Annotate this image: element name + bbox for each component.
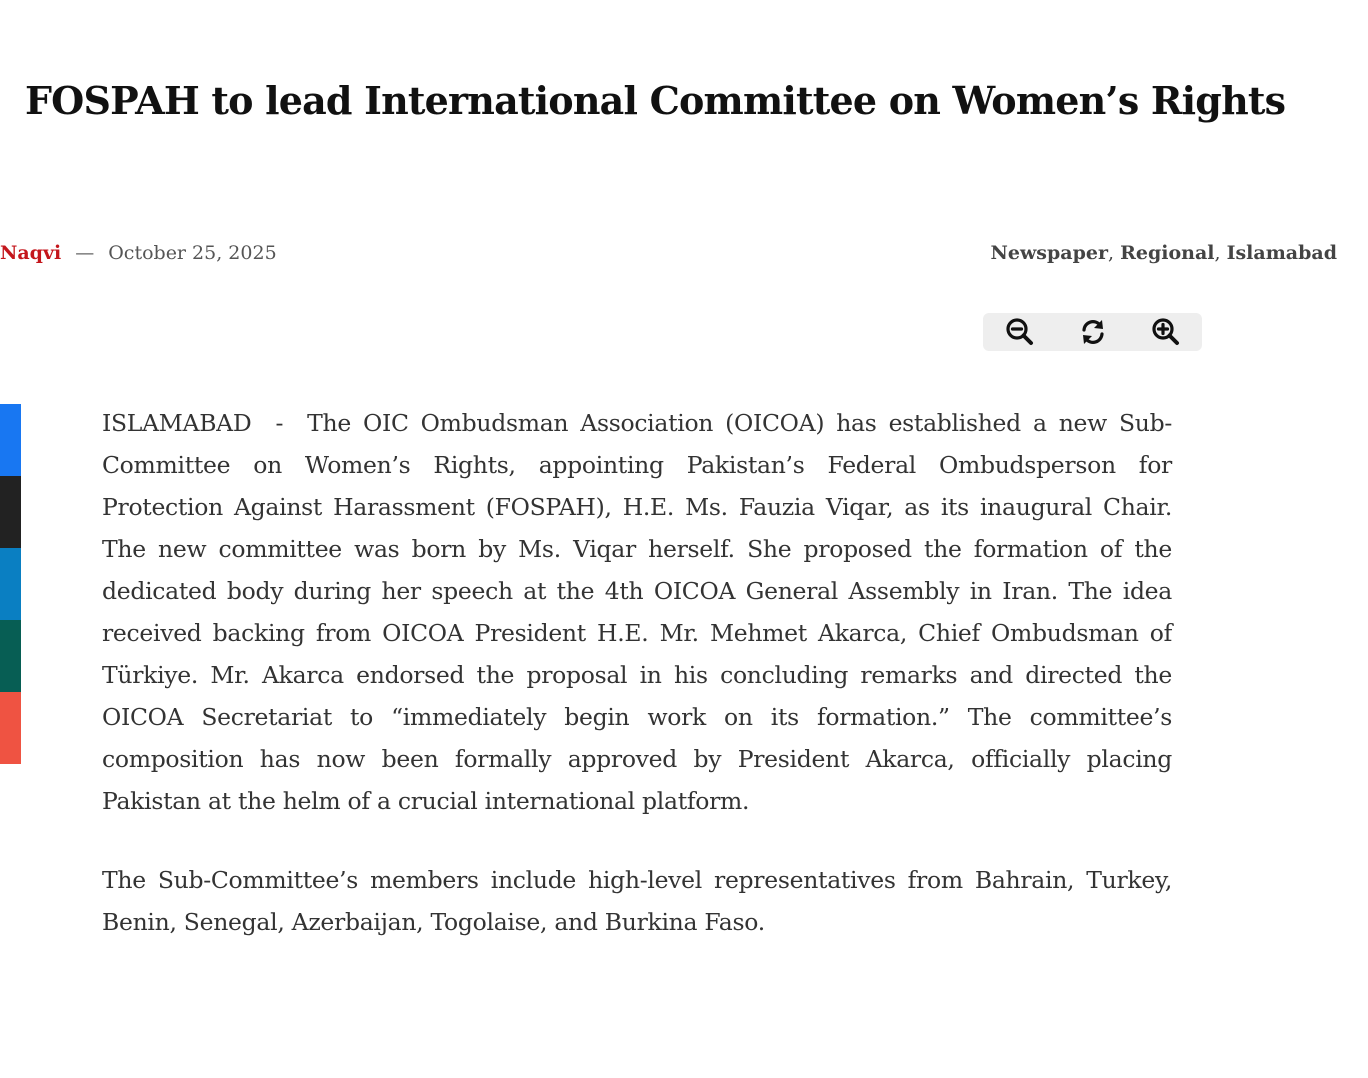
reset-zoom-button[interactable] [1073,315,1113,349]
byline [0,242,277,264]
category-link-regional[interactable]: Regional [1120,242,1215,264]
share-email-button[interactable] [0,692,21,764]
category-link-newspaper[interactable]: Newspaper [990,242,1108,264]
zoom-out-button[interactable] [1000,315,1040,349]
share-x-button[interactable] [0,476,21,548]
page-title: FOSPAH to lead International Committee on Women’s Rights [25,78,1286,123]
share-linkedin-button[interactable] [0,548,21,620]
article-paragraph: The Sub-Committee’s members include high-level representatives from Bahrain, Turkey, Benin, Senegal, Azerbaijan, Togolaise, and Burkina Faso. [102,866,1172,936]
article-body [102,402,1180,980]
category-separator: , [1214,242,1227,264]
zoom-out-icon [1005,317,1035,347]
article-paragraph: ISLAMABAD - The OIC Ombudsman Association (OICOA) has established a new Sub-Committee on Women’s Rights, appointing Pakistan’s Federal Ombudsperson for Protection Against Harassment (FOSPAH), H.E. Ms. Fauzia Viqar, as its inaugural Chair. The new committee was born by Ms. Viqar herself. She proposed the formation of the dedicated body during her speech at the 4th OICOA General Assembly in Iran. The idea received backing from OICOA President H.E. Mr. Mehmet Akarca, Chief Ombudsman of Türkiye. Mr. Akarca endorsed the proposal in his concluding remarks and directed the OICOA Secretariat to “immediately begin work on its formation.” The committee’s composition has now been formally approved by President Akarca, officially placing Pakistan at the helm of a crucial international platform. [102,409,1180,815]
author-link[interactable]: Naqvi [0,242,62,264]
category-list [990,242,1337,264]
category-link-islamabad[interactable]: Islamabad [1226,242,1337,264]
zoom-in-icon [1151,317,1181,347]
share-bar [0,404,21,764]
byline-separator: — [75,242,95,264]
category-separator: , [1107,242,1121,264]
share-facebook-button[interactable] [0,404,21,476]
text-zoom-toolbar [983,313,1202,351]
zoom-in-button[interactable] [1146,315,1186,349]
share-whatsapp-button[interactable] [0,620,21,692]
publish-date: October 25, 2025 [108,242,277,264]
refresh-icon [1079,318,1107,346]
